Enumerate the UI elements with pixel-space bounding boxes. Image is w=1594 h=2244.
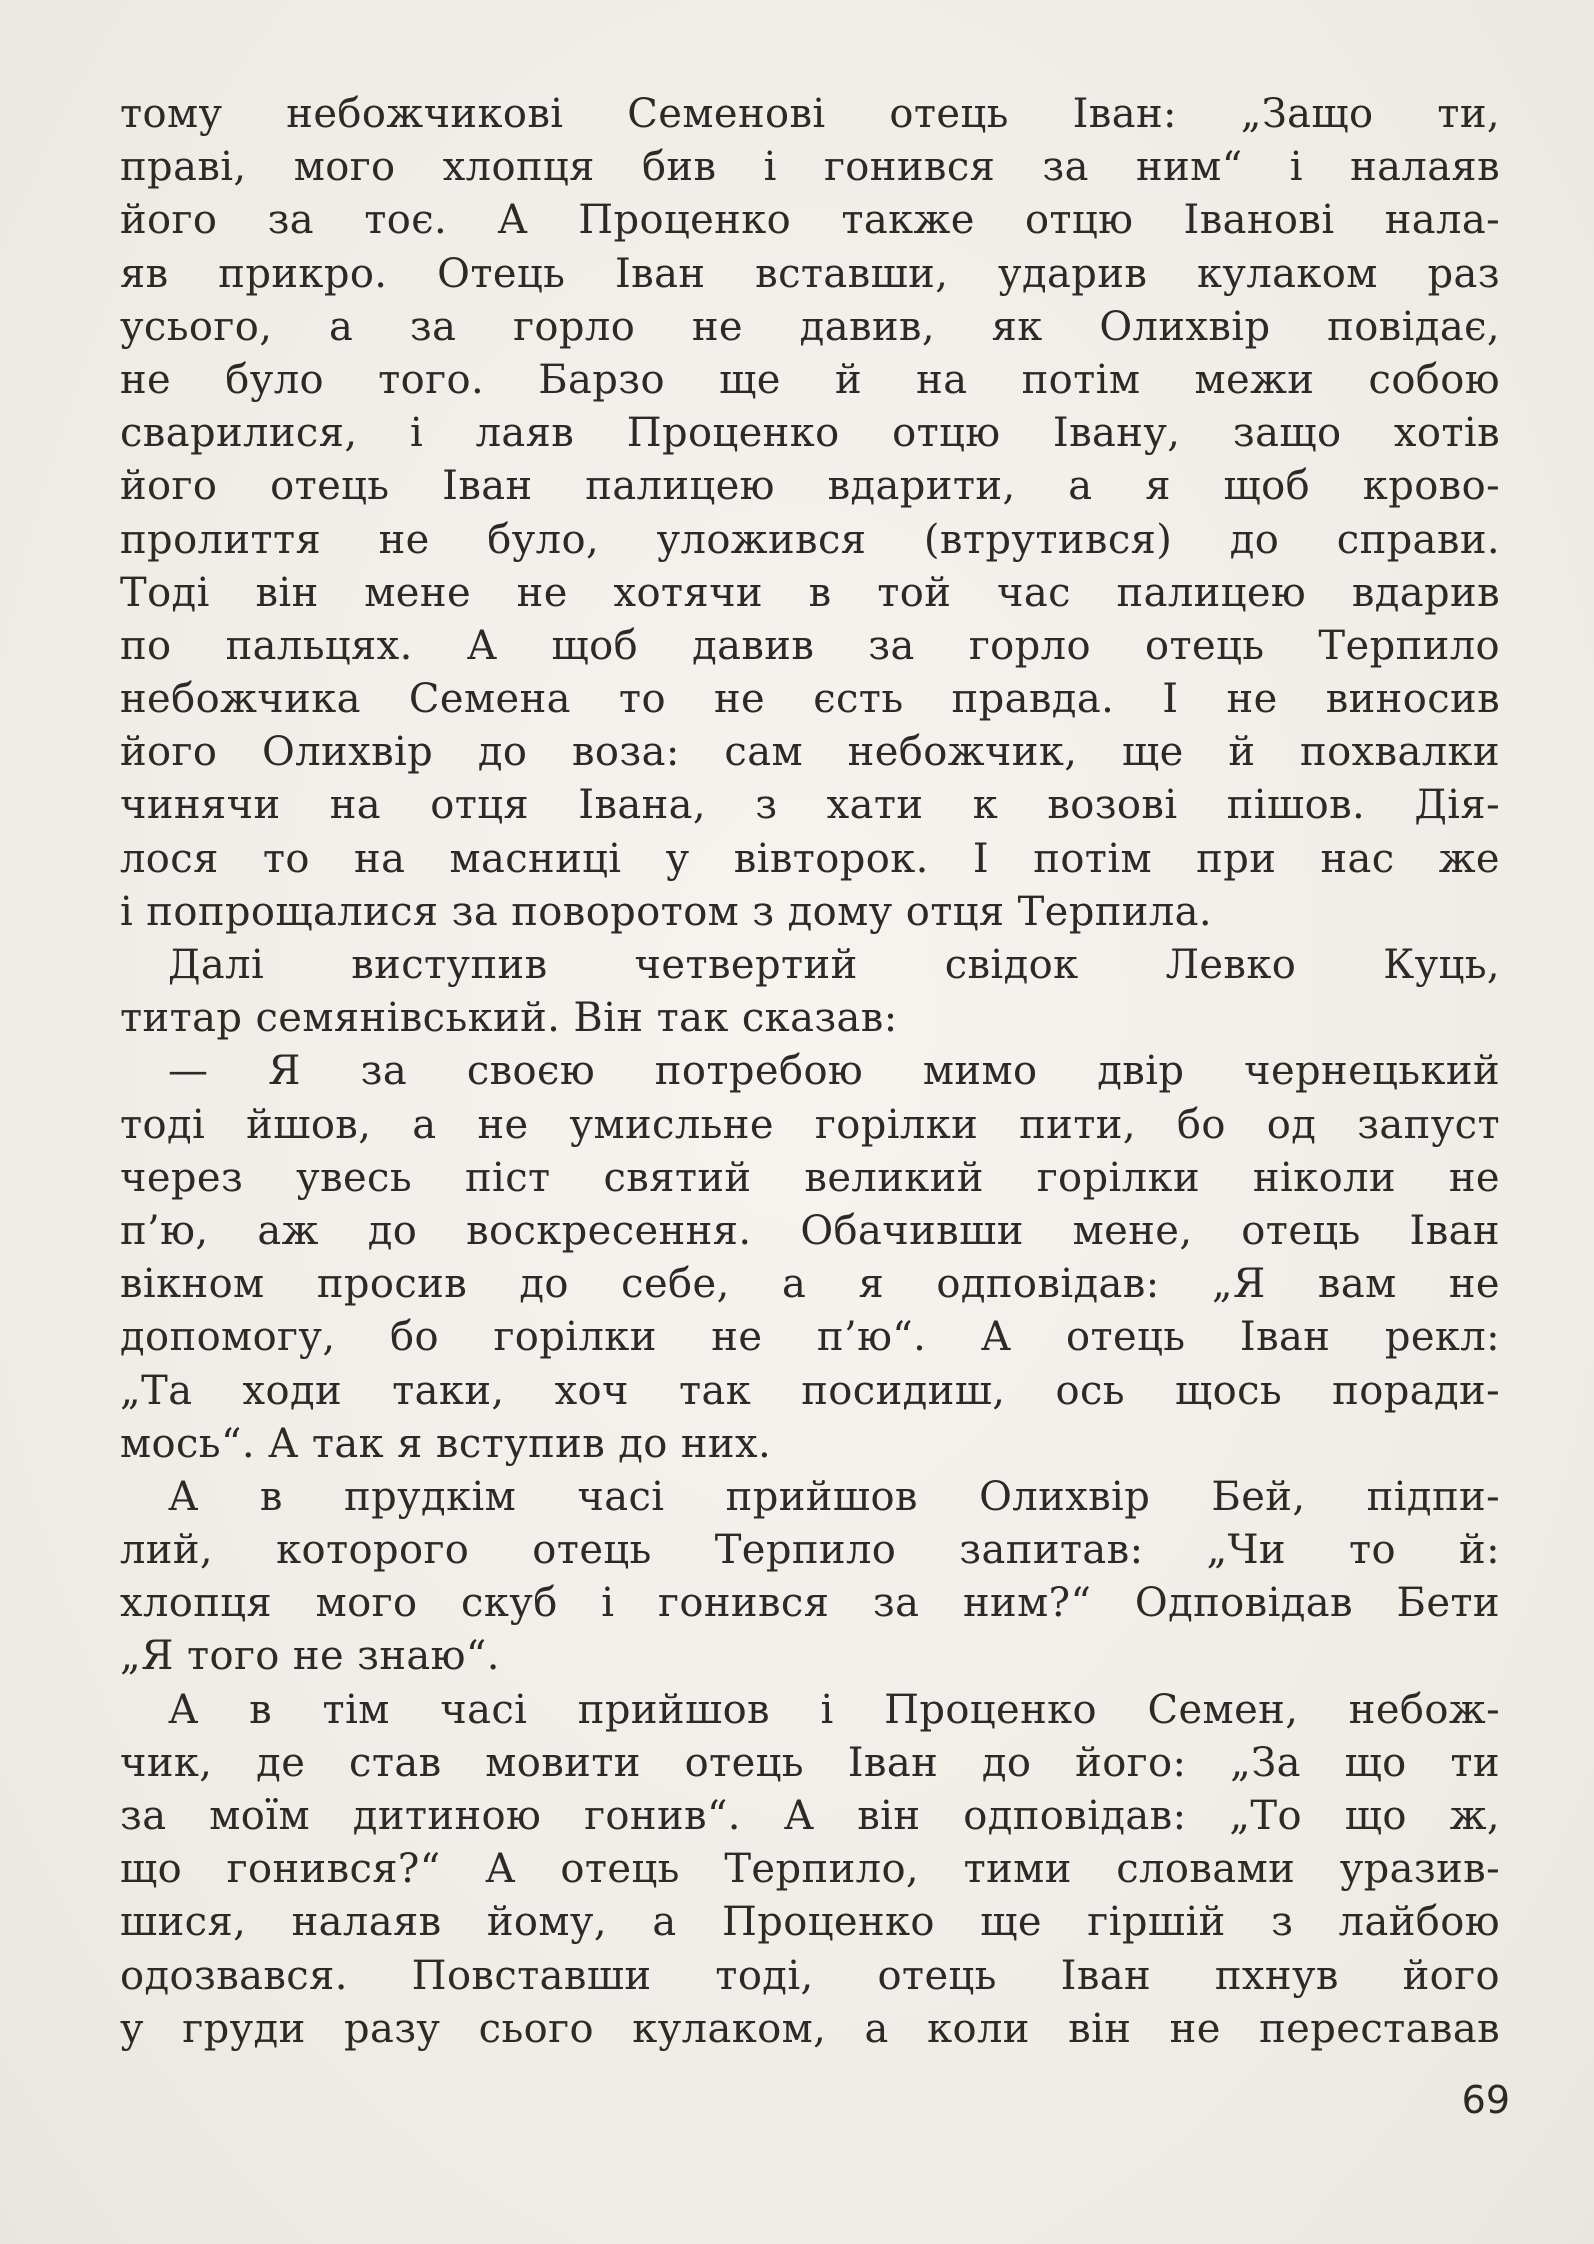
text-line: лося то на масниці у вівторок. І потім при нас же [120, 835, 1500, 882]
text-line: чинячи на отця Івана, з хати к возові пішов. Дія- [120, 782, 1500, 829]
text-line: тому небожчикові Семенові отець Іван: „Защо ти, [120, 91, 1500, 137]
text-line: хлопця мого скуб і гонився за ним?“ Одповідав Бети [120, 1580, 1500, 1627]
text-line: Тоді він мене не хотячи в той час палицею вдарив [120, 569, 1500, 616]
text-line: лий, которого отець Терпило запитав: „Чи то й: [120, 1527, 1500, 1574]
text-line: шися, налаяв йому, а Проценко ще гіршій з лайбою [120, 1899, 1500, 1946]
text-line: і попрощалися за поворотом з дому отця Терпила. [120, 888, 1213, 935]
text-line: допомогу, бо горілки не п’ю“. А отець Іван рекл: [120, 1314, 1500, 1361]
text-line: А в тім часі прийшов і Проценко Семен, небож- [168, 1686, 1500, 1733]
text-line: вікном просив до себе, а я одповідав: „Я вам не [120, 1261, 1500, 1308]
page-text [120, 88, 1500, 2056]
text-line: по пальцях. А щоб давив за горло отець Терпило [120, 622, 1500, 669]
text-line: праві, мого хлопця бив і гонився за ним“ і налаяв [120, 144, 1500, 191]
text-line: одозвався. Повставши тоді, отець Іван пхнув його [120, 1952, 1500, 1999]
text-line: пролиття не було, уложився (втрутився) до справи. [120, 516, 1500, 563]
text-line: через увесь піст святий великий горілки ніколи не [120, 1154, 1500, 1201]
text-line: не було того. Барзо ще й на потім межи собою [120, 356, 1500, 403]
text-line: його отець Іван палицею вдарити, а я щоб крово- [120, 463, 1500, 510]
text-line: сварилися, і лаяв Проценко отцю Івану, защо хотів [120, 410, 1500, 457]
text-line: „Та ходи таки, хоч так посидиш, ось щось поради- [120, 1367, 1500, 1414]
text-line: його Олихвір до воза: сам небожчик, ще й похвалки [120, 729, 1500, 776]
text-line: його за тоє. А Проценко также отцю Іванові нала- [120, 197, 1500, 244]
text-line: чик, де став мовити отець Іван до його: „За що ти [120, 1739, 1500, 1786]
text-line: яв прикро. Отець Іван вставши, ударив кулаком раз [120, 250, 1500, 297]
text-line: п’ю, аж до воскресення. Обачивши мене, отець Іван [120, 1207, 1500, 1254]
text-line: тоді йшов, а не умисльне горілки пити, бо од запуст [120, 1101, 1500, 1148]
text-line: за моїм дитиною гонив“. А він одповідав: „То що ж, [120, 1793, 1500, 1839]
text-line: у груди разу сього кулаком, а коли він не переставав [120, 2005, 1500, 2052]
text-line: небожчика Семена то не єсть правда. І не виносив [120, 676, 1500, 723]
text-line: — Я за своєю потребою мимо двір чернецький [168, 1048, 1500, 1095]
page-number: 69 [1461, 2078, 1510, 2122]
text-line: мось“. А так я вступив до них. [120, 1420, 772, 1467]
text-line: Далі виступив четвертий свідок Левко Куць, [168, 942, 1500, 988]
text-line: усього, а за горло не давив, як Олихвір повідає, [120, 303, 1500, 350]
text-line: титар семянівський. Він так сказав: [120, 995, 898, 1042]
text-line: А в прудкім часі прийшов Олихвір Бей, підпи- [168, 1473, 1500, 1520]
text-line: що гонився?“ А отець Терпило, тими словами уразив- [120, 1846, 1500, 1893]
text-line: „Я того не знаю“. [120, 1633, 500, 1680]
